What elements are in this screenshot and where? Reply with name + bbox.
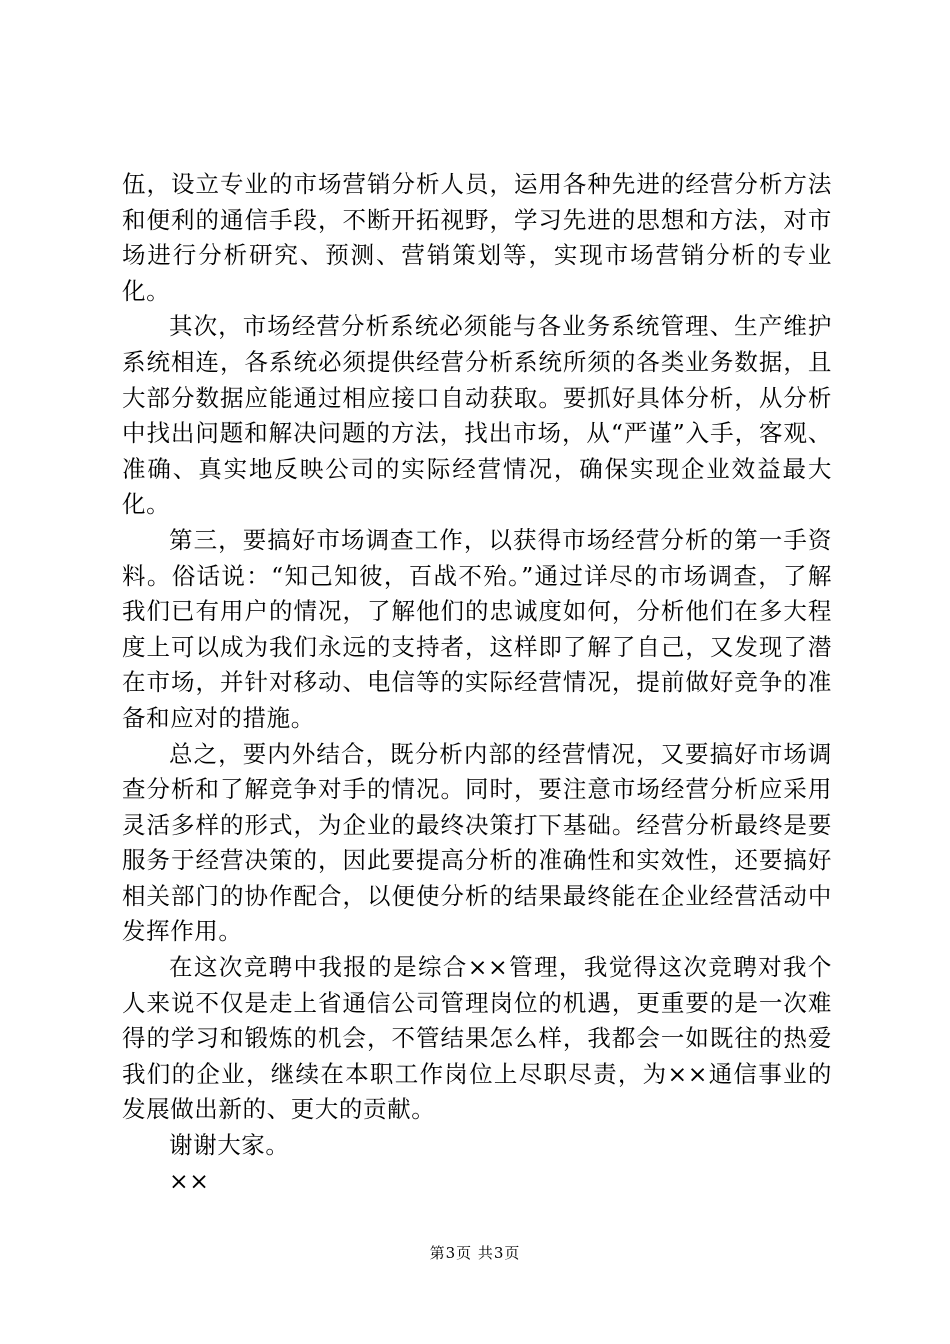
page-footer <box>0 1243 950 1263</box>
paragraph-thirdly: 第三，要搞好市场调查工作，以获得市场经营分析的第一手资料。俗话说：“知己知彼，百战不殆。”通过详尽的市场调查，了解我们已有用户的情况，了解他们的忠诚度如何，分析他们在多大程度上可以成为我们永远的支持者，这样即了解了自己，又发现了潜在市场，并针对移动、电信等的实际经营情况，提前做好竞争的准备和应对的措施。 <box>122 525 832 732</box>
paragraph-signature: ×× <box>169 1166 210 1195</box>
paragraph-in-summary: 总之，要内外结合，既分析内部的经营情况，又要搞好市场调查分析和了解竞争对手的情况。同时，要注意市场经营分析应采用灵活多样的形式，为企业的最终决策打下基础。经营分析最终是要服务于经营决策的，因此要提高分析的准确性和实效性，还要搞好相关部门的协作配合，以便使分析的结果最终能在企业经营活动中发挥作用。 <box>122 739 832 946</box>
paragraph-thanks: 谢谢大家。 <box>169 1131 290 1160</box>
paragraph-secondly: 其次，市场经营分析系统必须能与各业务系统管理、生产维护系统相连，各系统必须提供经营分析系统所须的各类业务数据，且大部分数据应能通过相应接口自动获取。要抓好具体分析，从分析中找出问题和解决问题的方法，找出市场，从“严谨”入手，客观、准确、真实地反映公司的实际经营情况，确保实现企业效益最大化。 <box>122 312 832 519</box>
document-body <box>122 167 832 1199</box>
page-number-label: 第3页 共3页 <box>429 1244 521 1262</box>
paragraph-continuation: 伍，设立专业的市场营销分析人员，运用各种先进的经营分析方法和便利的通信手段，不断开拓视野，学习先进的思想和方法，对市场进行分析研究、预测、营销策划等，实现市场营销分析的专业化。 <box>122 170 832 305</box>
paragraph-competition-statement: 在这次竞聘中我报的是综合××管理，我觉得这次竞聘对我个人来说不仅是走上省通信公司管理岗位的机遇，更重要的是一次难得的学习和锻炼的机会，不管结果怎么样，我都会一如既往的热爱我们的企业，继续在本职工作岗位上尽职尽责，为××通信事业的发展做出新的、更大的贡献。 <box>122 953 832 1124</box>
